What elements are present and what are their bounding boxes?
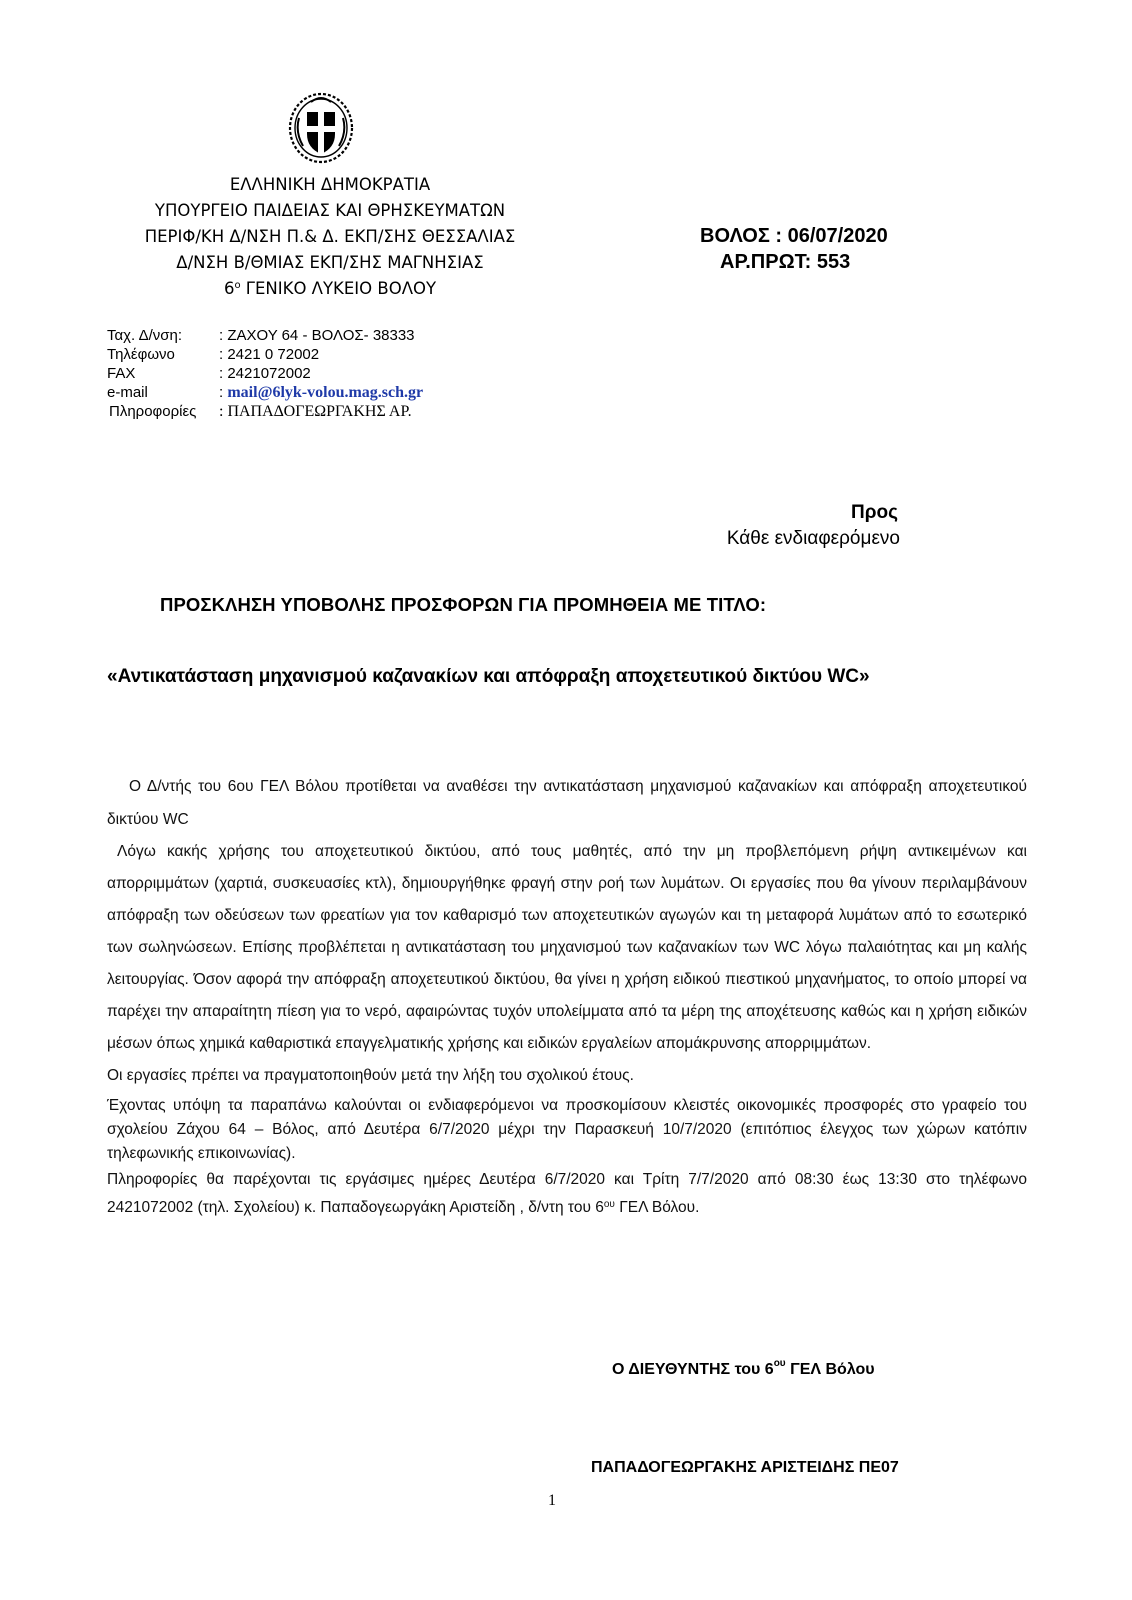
body-paragraph-offers: Έχοντας υπόψη τα παραπάνω καλούνται οι ενδιαφερόμενοι να προσκομίσουν κλειστές οικονομικές προσφορές στο γραφείο του σχολείου Ζάχου 64 – Βόλος, από Δευτέρα 6/7/2020 μέχρι την Παρασκευή 10/7/2020 (επιτόπιος έλεγχος των χώρων κατόπιν τηλεφωνικής επικοινωνίας). — [107, 1097, 1027, 1162]
body-paragraph-intro: Ο Δ/ντής του 6ου ΓΕΛ Βόλου προτίθεται να αναθέσει την αντικατάσταση μηχανισμού καζανακίων και απόφραξη αποχετευτικού δικτύου WC — [107, 778, 1027, 828]
header-line-regional: ΠΕΡΙΦ/ΚΗ Δ/ΝΣΗ Π.& Δ. ΕΚΠ/ΣΗΣ ΘΕΣΣΑΛΙΑΣ — [144, 227, 516, 246]
header-line-directorate: Δ/ΝΣΗ Β/ΘΜΙΑΣ ΕΚΠ/ΣΗΣ ΜΑΓΝΗΣΙΑΣ — [176, 253, 484, 272]
reference-block — [700, 223, 888, 275]
address-value: : ΖΑΧΟΥ 64 - ΒΟΛΟΣ- 38333 — [219, 327, 415, 344]
header-line-country: ΕΛΛΗΝΙΚΗ ΔΗΜΟΚΡΑΤΙΑ — [229, 175, 431, 194]
issuer-header — [130, 172, 530, 302]
contact-address-row — [107, 326, 423, 345]
body-paragraph-details: Λόγω κακής χρήσης του αποχετευτικού δικτύου, από τους μαθητές, από την μη προβλεπόμενη ρήψη αντικειμένων και απορριμμάτων (χαρτιά, συσκευασίες κτλ), δημιουργήθηκε φραγή στην ροή των λυμάτων. Οι εργασίες που θα γίνουν περιλαμβάνουν απόφραξη των οδεύσεων των φρεατίων για τον καθαρισμό των αποχετευτικών αγωγών και τη μεταφορά λυμάτων από το εσωτερικό των σωληνώσεων. Επίσης προβλέπεται η αντικατάσταση του μηχανισμού των καζανακίων των WC λόγω παλαιότητας και μη καλής λειτουργίας. Όσον αφορά την απόφραξη αποχετευτικού δικτύου, θα γίνει η χρήση ειδικού πιεστικού μηχανήματος, το οποίο μπορεί να παρέχει την απαραίτητη πίεση για το νερό, αφαιρώντας τυχόν υπολείμματα από τα μέρη της αποχέτευσης καθώς και η χρήση ειδικών μέσων όπως χημικά καθαριστικά επαγγελματικής χρήσης και ειδικών εργαλείων απομάκρυνσης απορριμμάτων. — [107, 843, 1027, 1052]
fax-value: : 2421072002 — [219, 365, 311, 382]
address-label: Ταχ. Δ/νση: — [107, 327, 183, 344]
contact-block — [107, 326, 423, 421]
page-number: 1 — [548, 1492, 556, 1509]
email-link[interactable]: mail@6lyk-volou.mag.sch.gr — [227, 384, 424, 401]
phone-value: : 2421 0 72002 — [219, 346, 320, 363]
document-body — [107, 770, 1027, 1222]
email-sep: : — [219, 384, 228, 401]
signer-name: ΠΑΠΑΔΟΓΕΩΡΓΑΚΗΣ ΑΡΙΣΤΕΙΔΗΣ ΠΕ07 — [591, 1459, 899, 1476]
body-paragraph-timing: Οι εργασίες πρέπει να πραγματοποιηθούν μετά την λήξη του σχολικού έτους. — [107, 1067, 634, 1084]
contact-phone-row — [107, 345, 423, 364]
contact-info-row — [107, 402, 423, 421]
phone-label: Τηλέφωνο — [107, 346, 175, 363]
document-subject: «Αντικατάσταση μηχανισμού καζανακίων και απόφραξη αποχετευτικού δικτύου WC» — [107, 666, 870, 687]
contact-email-row — [107, 383, 423, 402]
recipient-label: Προς — [851, 502, 898, 523]
signer-title: Ο ΔΙΕΥΘΥΝΤΗΣ του $6^{o\upsilon}$ ΓΕΛ Βόλου — [612, 1358, 875, 1378]
body-paragraph-info: Πληροφορίες θα παρέχονται τις εργάσιμες ημέρες Δευτέρα 6/7/2020 και Τρίτη 7/7/2020 από 08:30 έως 13:30 στο τηλέφωνο 2421072002 (τηλ. Σχολείου) κ. Παπαδογεωργάκη Αριστείδη , δ/ντη του $6^{o\upsilon}$ ΓΕΛ Βόλου. — [107, 1171, 1027, 1216]
document-title: ΠΡΟΣΚΛΗΣΗ ΥΠΟΒΟΛΗΣ ΠΡΟΣΦΟΡΩΝ ΓΙΑ ΠΡΟΜΗΘΕΙΑ ΜΕ ΤΙΤΛΟ: — [160, 594, 767, 615]
info-value: : ΠΑΠΑΔΟΓΕΩΡΓΑΚΗΣ ΑΡ. — [219, 403, 412, 420]
header-line-school: $6^o$ ΓΕΝΙΚΟ ΛΥΚΕΙΟ ΒΟΛΟΥ — [223, 279, 437, 298]
email-label: e-mail — [107, 384, 148, 401]
contact-fax-row — [107, 364, 423, 383]
recipient-block — [690, 500, 900, 552]
info-label: Πληροφορίες — [109, 403, 197, 420]
date-line: ΒΟΛΟΣ : 06/07/2020 — [700, 225, 888, 247]
header-line-ministry: ΥΠΟΥΡΓΕΙΟ ΠΑΙΔΕΙΑΣ ΚΑΙ ΘΡΗΣΚΕΥΜΑΤΩΝ — [154, 201, 506, 220]
greek-coat-of-arms-icon — [285, 88, 357, 166]
protocol-line: ΑΡ.ΠΡΩΤ: 553 — [720, 251, 851, 273]
recipient-value: Κάθε ενδιαφερόμενο — [726, 528, 900, 549]
fax-label: FAX — [107, 365, 136, 382]
